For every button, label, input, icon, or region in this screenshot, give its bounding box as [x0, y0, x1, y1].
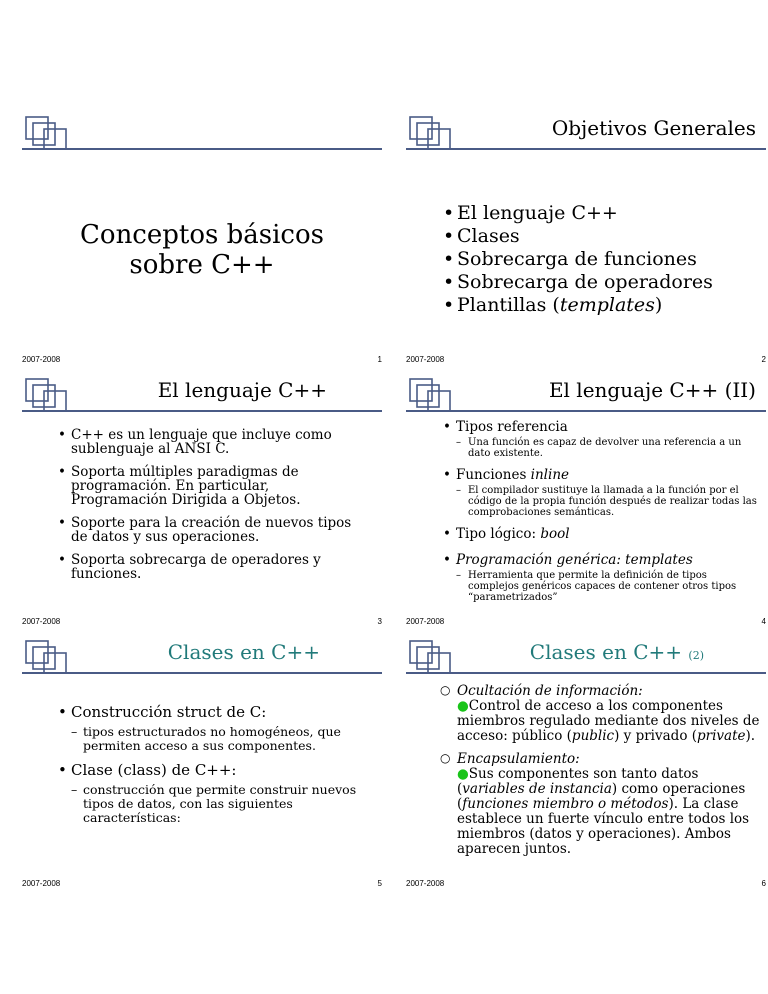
list-item: • C++ es un lenguaje que incluye como sublenguaje al ANSI C. [58, 428, 358, 456]
list-item: • Tipos referencia – Una función es capaz de devolver una referencia a un dato existente. [443, 420, 759, 459]
bullet-list [58, 428, 358, 590]
green-dot-icon: ● [457, 766, 469, 782]
list-item: • Soporta múltiples paradigmas de programación. En particular, Programación Dirigida a Objetos. [58, 465, 358, 507]
list-item: • Funciones inline – El compilador sustituye la llamada a la función por el código de la propia función después de realizar todas las comprobaciones semánticas. [443, 468, 759, 518]
title-rule [22, 148, 382, 150]
list-item: • Soporte para la creación de nuevos tipos de datos y sus operaciones. [58, 516, 358, 544]
list-item: ○ Ocultación de información: ●Control de acceso a los componentes miembros regulado mediante dos niveles de acceso: público (public) y privado (private). [440, 684, 760, 744]
sub-item: – Una función es capaz de devolver una referencia a un dato existente. [456, 437, 759, 459]
slide-title: El lenguaje C++ (II) [548, 378, 756, 402]
slide-title: Clases en C++ [167, 640, 320, 664]
bullet-list [440, 684, 760, 865]
list-item: • Clase (class) de C++: – construcción que permite construir nuevos tipos de datos, con las siguientes características: [58, 762, 358, 825]
list-item: • Programación genérica: templates – Herramienta que permite la definición de tipos complejos genéricos capaces de contener otros tipos “parametrizados” [443, 553, 759, 603]
slide-6: Clases en C++ (2) ○ Ocultación de información: ●Control de acceso a los componentes miembros regulado mediante dos niveles de acceso: público (public) y privado (private). ○ Encapsulamiento: ●Sus componentes son tanto datos (variables de instancia) como operaciones (funciones miembro o métodos). La clase establece un fuerte vínculo entre todos los miembros (datos y operaciones). Ambos aparecen juntos. 2007-2008 6 [406, 632, 766, 887]
list-item: • Construcción struct de C: – tipos estructurados no homogéneos, que permiten acceso a sus componentes. [58, 704, 358, 753]
overlapping-squares-logo [409, 640, 453, 674]
list-item: ○ Encapsulamiento: ●Sus componentes son tanto datos (variables de instancia) como operaciones (funciones miembro o métodos). La clase establece un fuerte vínculo entre todos los miembros (datos y operaciones). Ambos aparecen juntos. [440, 752, 760, 857]
slide-4: El lenguaje C++ (II) • Tipos referencia – Una función es capaz de devolver una referencia a un dato existente. • Funciones inline – El compilador sustituye la llamada a la función por el código de la propia función después de realizar todas las comprobaciones semánticas. • Tipo lógico: bool • Programación genérica: templates – Herramienta que permite la definición de tipos complejos genéricos capaces de contener otros tipos “parametrizados” 2007-2008 4 [406, 370, 766, 625]
list-item: • Sobrecarga de operadores [443, 271, 713, 294]
list-item: • Sobrecarga de funciones [443, 248, 713, 271]
bullet-list [443, 202, 713, 317]
slide-title: Objetivos Generales [551, 116, 756, 140]
title-rule [406, 672, 766, 674]
sub-item: – Herramienta que permite la definición de tipos complejos genéricos capaces de contener otros tipos “parametrizados” [456, 570, 759, 603]
sub-item: – tipos estructurados no homogéneos, que permiten acceso a sus componentes. [71, 725, 358, 753]
title-rule [22, 672, 382, 674]
list-item: • Tipo lógico: bool [443, 527, 759, 541]
bullet-list [58, 704, 358, 834]
slide-5: Clases en C++ • Construcción struct de C: – tipos estructurados no homogéneos, que permiten acceso a sus componentes. • Clase (class) de C++: – construcción que permite construir nuevos tipos de datos, con las siguientes características: 2007-2008 5 [22, 632, 382, 887]
slide-2: Objetivos Generales • El lenguaje C++ • Clases • Sobrecarga de funciones • Sobrecarga de operadores • Plantillas (templates) 2007-2008 2 [406, 108, 766, 363]
title-rule [406, 410, 766, 412]
list-item: • El lenguaje C++ [443, 202, 713, 225]
bullet-list [443, 420, 759, 612]
overlapping-squares-logo [409, 378, 453, 412]
overlapping-squares-logo [25, 378, 69, 412]
slide-title: Clases en C++ (2) [529, 640, 704, 664]
list-item: • Clases [443, 225, 713, 248]
main-title: Conceptos básicos sobre C++ [80, 220, 324, 280]
list-item: • Soporta sobrecarga de operadores y funciones. [58, 553, 358, 581]
slide-title: El lenguaje C++ [157, 378, 327, 402]
overlapping-squares-logo [25, 116, 69, 150]
overlapping-squares-logo [409, 116, 453, 150]
green-dot-icon: ● [457, 698, 469, 714]
sub-item: – El compilador sustituye la llamada a la función por el código de la propia función después de realizar todas las comprobaciones semánticas. [456, 485, 759, 518]
sub-item: – construcción que permite construir nuevos tipos de datos, con las siguientes características: [71, 783, 358, 825]
slide-3: El lenguaje C++ • C++ es un lenguaje que incluye como sublenguaje al ANSI C. • Soporta múltiples paradigmas de programación. En particular, Programación Dirigida a Objetos. • Soporte para la creación de nuevos tipos de datos y sus operaciones. • Soporta sobrecarga de operadores y funciones. 2007-2008 3 [22, 370, 382, 625]
title-rule [406, 148, 766, 150]
list-item: • Plantillas (templates) [443, 294, 713, 317]
overlapping-squares-logo [25, 640, 69, 674]
title-rule [22, 410, 382, 412]
slide-1: Conceptos básicos sobre C++ 2007-2008 1 [22, 108, 382, 363]
